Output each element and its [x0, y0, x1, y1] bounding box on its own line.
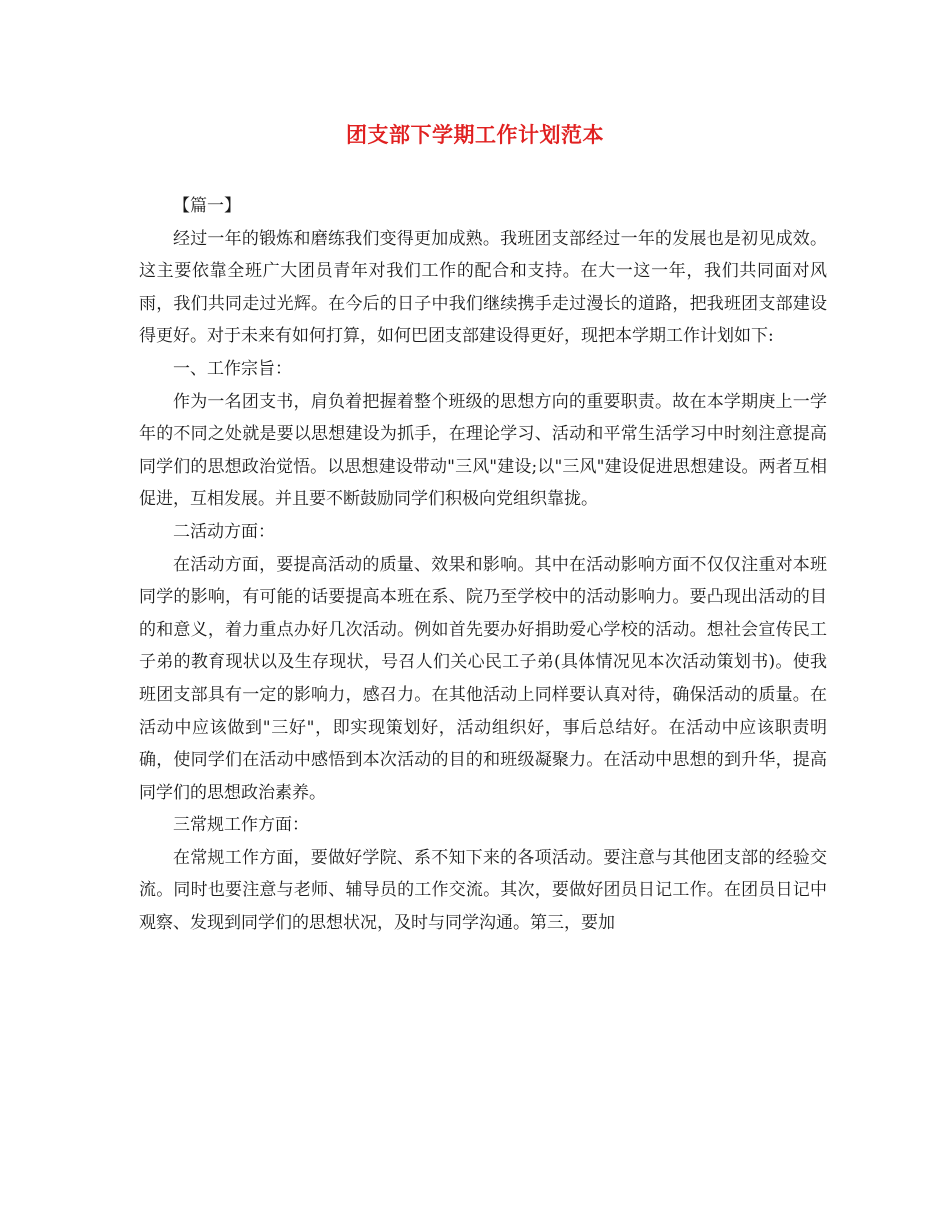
- section-heading-routine-work: 三常规工作方面：: [173, 815, 309, 836]
- section-heading-work-purpose: 一、工作宗旨：: [173, 358, 292, 379]
- paragraph-activities: 在活动方面，要提高活动的质量、效果和影响。其中在活动影响方面不仅仅注重对本班同学的影响，有可能的话要提高本班在系、院乃至学校中的活动影响力。要凸现出活动的目的和意义，着力重点办好几次活动。例如首先要办好捐助爱心学校的活动。想社会宣传民工子弟的教育现状以及生存现状，号召人们关心民工子弟(具体情况见本次活动策划书)。使我班团支部具有一定的影响力，感召力。在其他活动上同样要认真对待，确保活动的质量。在活动中应该做到"三好"，即实现策划好，活动组织好，事后总结好。在活动中应该职责明确，使同学们在活动中感悟到本次活动的目的和班级凝聚力。在活动中思想的到升华，提高同学们的思想政治素养。: [139, 554, 827, 803]
- paragraph-intro: 经过一年的锻炼和磨练我们变得更加成熟。我班团支部经过一年的发展也是初见成效。这主要依靠全班广大团员青年对我们工作的配合和支持。在大一这一年，我们共同面对风雨，我们共同走过光辉。在今后的日子中我们继续携手走过漫长的道路，把我班团支部建设得更好。对于未来有如何打算，如何巴团支部建设得更好，现把本学期工作计划如下:: [139, 228, 827, 347]
- section-heading-activities: 二活动方面：: [173, 521, 275, 542]
- paragraph-work-purpose: 作为一名团支书，肩负着把握着整个班级的思想方向的重要职责。故在本学期庚上一学年的不同之处就是要以思想建设为抓手，在理论学习、活动和平常生活学习中时刻注意提高同学们的思想政治觉悟。以思想建设带动"三风"建设;以"三风"建设促进思想建设。两者互相促进，互相发展。并且要不断鼓励同学们积极向党组织靠拢。: [139, 391, 827, 510]
- document-body: [139, 190, 827, 940]
- section-heading-pian-yi: 【篇一】: [173, 196, 241, 216]
- paragraph-routine-work: 在常规工作方面，要做好学院、系不知下来的各项活动。要注意与其他团支部的经验交流。同时也要注意与老师、辅导员的工作交流。其次，要做好团员日记工作。在团员日记中观察、发现到同学们的思想状况，及时与同学沟通。第三，要加: [139, 847, 827, 934]
- document-title: 团支部下学期工作计划范本: [346, 122, 604, 147]
